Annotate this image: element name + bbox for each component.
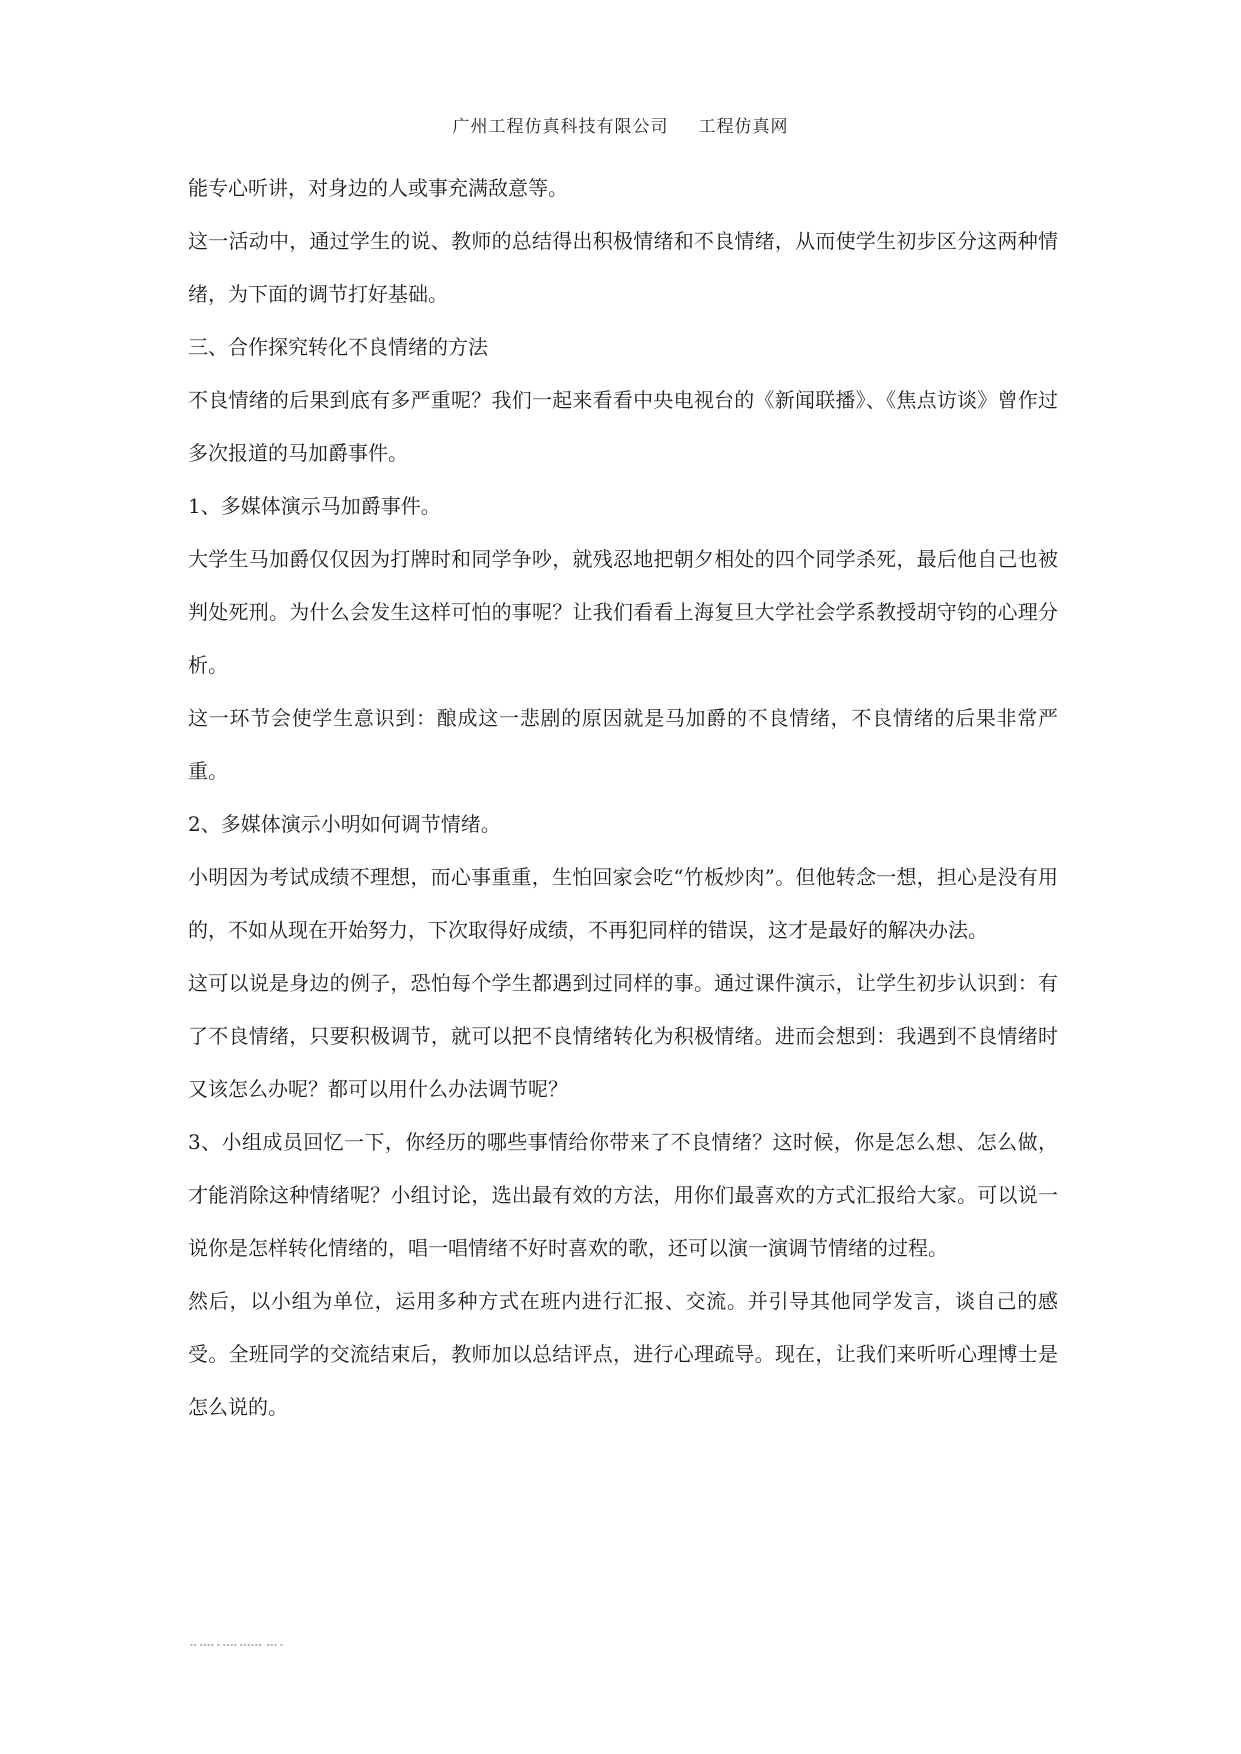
- document-body: [188, 162, 1058, 1434]
- paragraph: 这一环节会使学生意识到：酿成这一悲剧的原因就是马加爵的不良情绪，不良情绪的后果非常严重。: [188, 706, 1058, 783]
- paragraph: 这一活动中，通过学生的说、教师的总结得出积极情绪和不良情绪，从而使学生初步区分这两种情绪，为下面的调节打好基础。: [188, 229, 1058, 306]
- list-item-heading: 2、多媒体演示小明如何调节情绪。: [188, 812, 501, 836]
- list-item-heading: 1、多媒体演示马加爵事件。: [188, 494, 441, 518]
- page-header: [0, 112, 1241, 137]
- header-company: 广州工程仿真科技有限公司: [452, 117, 669, 137]
- paragraph: 能专心听讲，对身边的人或事充满敌意等。: [188, 176, 568, 200]
- paragraph: 这可以说是身边的例子，恐怕每个学生都遇到过同样的事。通过课件演示，让学生初步认识到：有了不良情绪，只要积极调节，就可以把不良情绪转化为积极情绪。进而会想到：我遇到不良情绪时又该怎么办呢？都可以用什么办法调节呢？: [188, 971, 1058, 1101]
- paragraph: 不良情绪的后果到底有多严重呢？我们一起来看看中央电视台的《新闻联播》、《焦点访谈》曾作过多次报道的马加爵事件。: [188, 388, 1058, 465]
- paragraph: 3、小组成员回忆一下，你经历的哪些事情给你带来了不良情绪？这时候，你是怎么想、怎么做，才能消除这种情绪呢？小组讨论，选出最有效的方法，用你们最喜欢的方式汇报给大家。可以说一说你是怎样转化情绪的，唱一唱情绪不好时喜欢的歌，还可以演一演调节情绪的过程。: [188, 1130, 1058, 1260]
- footer-watermark: ▪▪ ▪▪▪▪ ▪.▪▪▪▪ ▪▪▪▪▪▪ .▪▪▪.▪: [190, 1642, 284, 1647]
- paragraph: 大学生马加爵仅仅因为打牌时和同学争吵，就残忍地把朝夕相处的四个同学杀死，最后他自己也被判处死刑。为什么会发生这样可怕的事呢？让我们看看上海复旦大学社会学系教授胡守钧的心理分析。: [188, 547, 1058, 677]
- header-site: 工程仿真网: [698, 117, 789, 137]
- section-heading: 三、合作探究转化不良情绪的方法: [188, 335, 488, 359]
- paragraph: 小明因为考试成绩不理想，而心事重重，生怕回家会吃“竹板炒肉”。但他转念一想，担心是没有用的，不如从现在开始努力，下次取得好成绩，不再犯同样的错误，这才是最好的解决办法。: [188, 865, 1058, 942]
- paragraph: 然后，以小组为单位，运用多种方式在班内进行汇报、交流。并引导其他同学发言，谈自己的感受。全班同学的交流结束后，教师加以总结评点，进行心理疏导。现在，让我们来听听心理博士是怎么说的。: [188, 1289, 1058, 1419]
